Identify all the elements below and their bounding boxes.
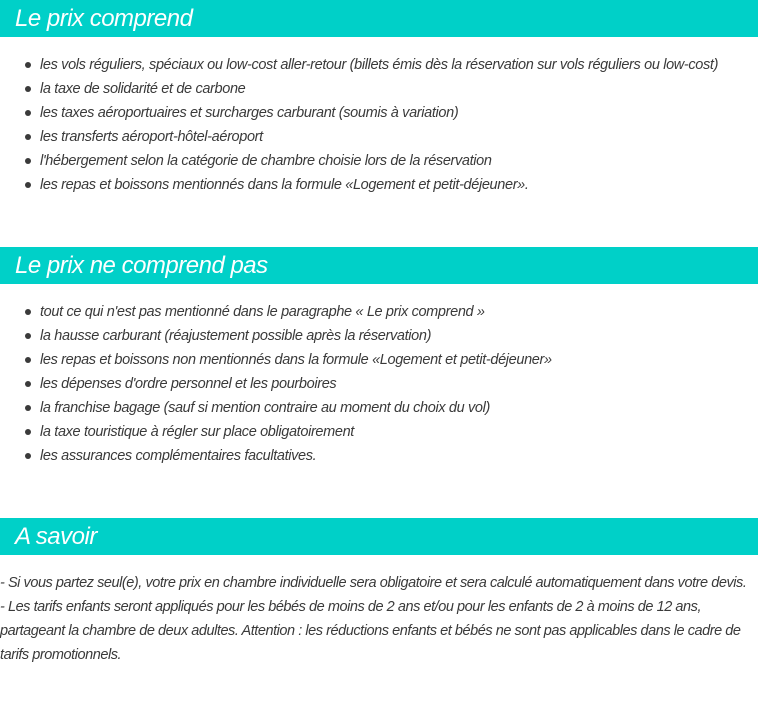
list-item: les vols réguliers, spéciaux ou low-cost aller-retour (billets émis dès la réservation sur vols réguliers ou low-cost) [0,53,718,77]
bullet-icon [25,453,31,459]
section-title-info: A savoir [15,523,97,550]
section-header-excluded [0,247,758,284]
bullet-icon [25,62,31,68]
section-title-included: Le prix comprend [15,5,193,32]
list-item: les transferts aéroport-hôtel-aéroport [0,125,718,149]
list-item: les taxes aéroportuaires et surcharges carburant (soumis à variation) [0,101,718,125]
list-item: les assurances complémentaires facultatives. [0,444,552,468]
bullet-icon [25,333,31,339]
info-paragraph: - Les tarifs enfants seront appliqués pour les bébés de moins de 2 ans et/ou pour les enfants de 2 à moins de 12 ans, partageant la chambre de deux adultes. Attention : les réductions enfants et bébés ne sont pas applicables dans le cadre de tarifs promotionnels. [0,599,741,663]
list-item: la taxe touristique à régler sur place obligatoirement [0,420,552,444]
bullet-icon [25,309,31,315]
bullet-icon [25,110,31,116]
list-item: la taxe de solidarité et de carbone [0,77,718,101]
excluded-list [0,300,552,468]
list-item: les repas et boissons mentionnés dans la formule «Logement et petit-déjeuner». [0,173,718,197]
bullet-icon [25,381,31,387]
bullet-icon [25,86,31,92]
bullet-icon [25,429,31,435]
list-item: les dépenses d'ordre personnel et les pourboires [0,372,552,396]
bullet-icon [25,357,31,363]
info-text [0,571,758,667]
list-item: la franchise bagage (sauf si mention contraire au moment du choix du vol) [0,396,552,420]
section-header-included [0,0,758,37]
list-item: les repas et boissons non mentionnés dans la formule «Logement et petit-déjeuner» [0,348,552,372]
info-paragraph: - Si vous partez seul(e), votre prix en chambre individuelle sera obligatoire et sera calculé automatiquement dans votre devis. [0,575,747,591]
bullet-icon [25,134,31,140]
section-header-info [0,518,758,555]
bullet-icon [25,405,31,411]
list-item: la hausse carburant (réajustement possible après la réservation) [0,324,552,348]
list-item: l'hébergement selon la catégorie de chambre choisie lors de la réservation [0,149,718,173]
list-item: tout ce qui n'est pas mentionné dans le paragraphe « Le prix comprend » [0,300,552,324]
section-title-excluded: Le prix ne comprend pas [15,252,268,279]
included-list [0,53,718,197]
bullet-icon [25,182,31,188]
bullet-icon [25,158,31,164]
